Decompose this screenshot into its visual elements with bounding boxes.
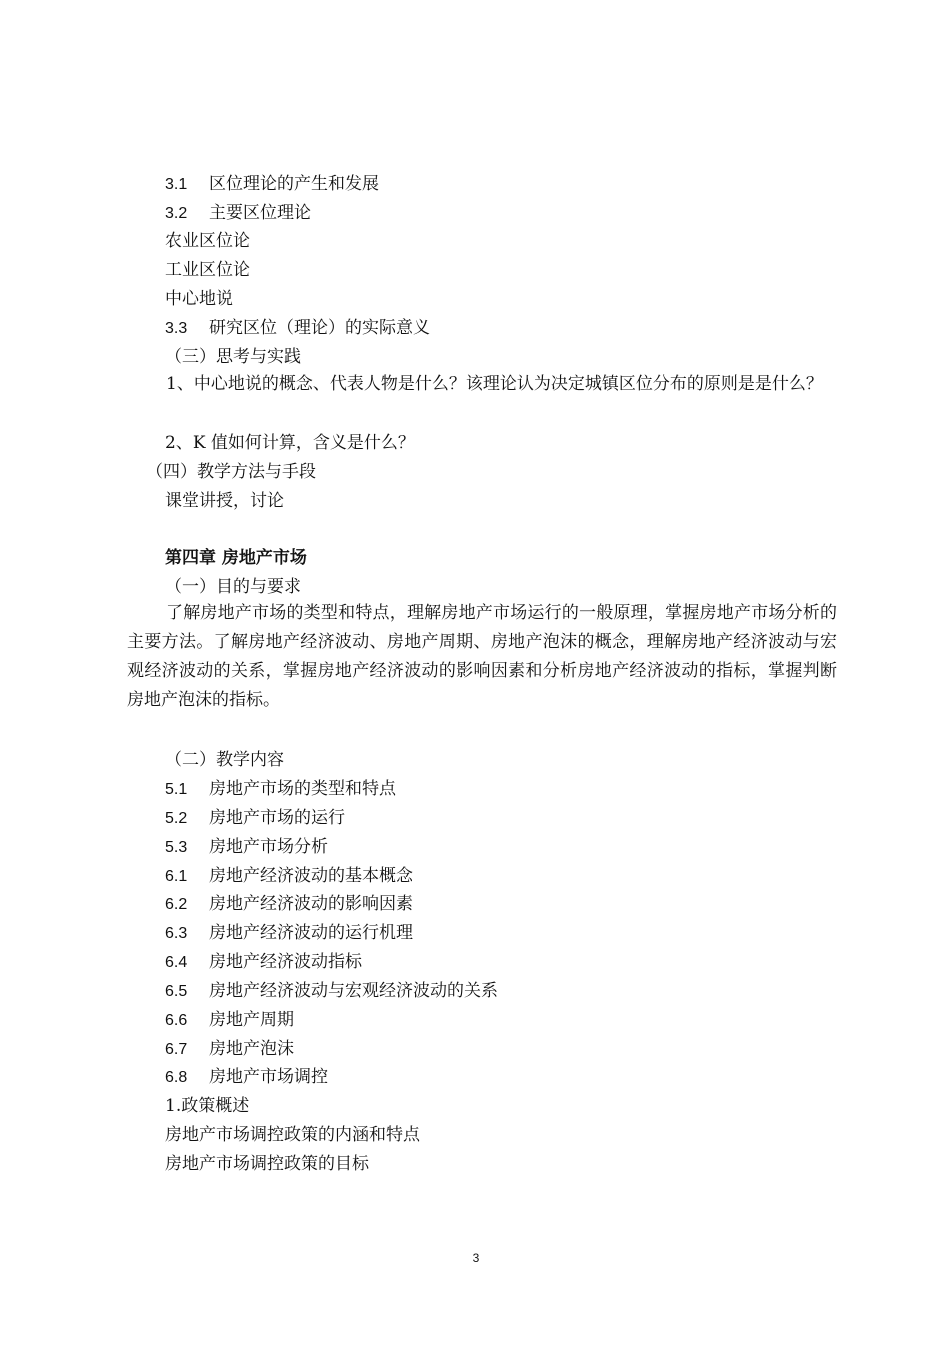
list-item — [165, 894, 413, 915]
policy-line: 房地产市场调控政策的目标 — [165, 1154, 369, 1174]
item-number: 3.2 — [165, 205, 188, 222]
section-title: （四）教学方法与手段 — [146, 462, 316, 482]
item-number: 6.7 — [165, 1041, 188, 1058]
item-text: 房地产市场调控 — [209, 1067, 328, 1087]
question-2: 2、K 值如何计算，含义是什么？ — [165, 433, 415, 453]
item-text: 主要区位理论 — [209, 203, 311, 223]
list-item — [165, 1010, 294, 1031]
methods-text: 课堂讲授，讨论 — [165, 491, 284, 511]
list-item — [165, 203, 311, 224]
question-1: 1、中心地说的概念、代表人物是什么？该理论认为决定城镇区位分布的原则是是什么？ — [166, 374, 823, 394]
item-text: 房地产市场的运行 — [209, 808, 345, 828]
list-item — [165, 866, 413, 887]
item-text: 研究区位（理论）的实际意义 — [209, 318, 430, 338]
item-number: 6.6 — [165, 1012, 188, 1029]
chapter-title: 第四章 房地产市场 — [165, 548, 307, 568]
sub-item: 工业区位论 — [165, 260, 250, 280]
item-number: 5.3 — [165, 839, 188, 856]
policy-line: 房地产市场调控政策的内涵和特点 — [165, 1125, 420, 1145]
item-text: 房地产市场分析 — [209, 837, 328, 857]
goal-paragraph: 了解房地产市场的类型和特点，理解房地产市场运行的一般原理，掌握房地产市场分析的主要方法。了解房地产经济波动、房地产周期、房地产泡沫的概念，理解房地产经济波动与宏观经济波动的关系，掌握房地产经济波动的影响因素和分析房地产经济波动的指标，掌握判断房地产泡沫的指标。 — [127, 603, 837, 710]
item-text: 房地产经济波动的基本概念 — [209, 866, 413, 886]
list-item — [165, 981, 498, 1002]
section-title: （一）目的与要求 — [165, 577, 301, 597]
policy-line: 1.政策概述 — [165, 1096, 250, 1116]
list-item — [165, 1039, 294, 1060]
list-item — [165, 837, 328, 858]
list-item — [165, 779, 396, 800]
item-text: 区位理论的产生和发展 — [209, 174, 379, 194]
list-item — [165, 318, 430, 339]
item-text: 房地产泡沫 — [209, 1039, 294, 1059]
item-number: 5.1 — [165, 781, 188, 798]
item-number: 6.3 — [165, 925, 188, 942]
list-item — [165, 808, 345, 829]
item-number: 5.2 — [165, 810, 188, 827]
sub-item: 农业区位论 — [165, 231, 250, 251]
item-number: 3.1 — [165, 176, 188, 193]
item-text: 房地产经济波动的运行机理 — [209, 923, 413, 943]
item-number: 6.1 — [165, 868, 188, 885]
list-item — [165, 1067, 328, 1088]
item-text: 房地产经济波动指标 — [209, 952, 362, 972]
section-title: （二）教学内容 — [165, 750, 284, 770]
item-text: 房地产周期 — [209, 1010, 294, 1030]
list-item — [165, 952, 362, 973]
page-number: 3 — [472, 1251, 480, 1265]
item-text: 房地产经济波动的影响因素 — [209, 894, 413, 914]
item-number: 6.4 — [165, 954, 188, 971]
item-number: 6.8 — [165, 1069, 188, 1086]
section-title: （三）思考与实践 — [165, 347, 301, 367]
item-number: 6.2 — [165, 896, 188, 913]
list-item — [165, 174, 379, 195]
item-number: 3.3 — [165, 320, 188, 337]
list-item — [165, 923, 413, 944]
sub-item: 中心地说 — [165, 289, 233, 309]
item-text: 房地产市场的类型和特点 — [209, 779, 396, 799]
item-number: 6.5 — [165, 983, 188, 1000]
item-text: 房地产经济波动与宏观经济波动的关系 — [209, 981, 498, 1001]
